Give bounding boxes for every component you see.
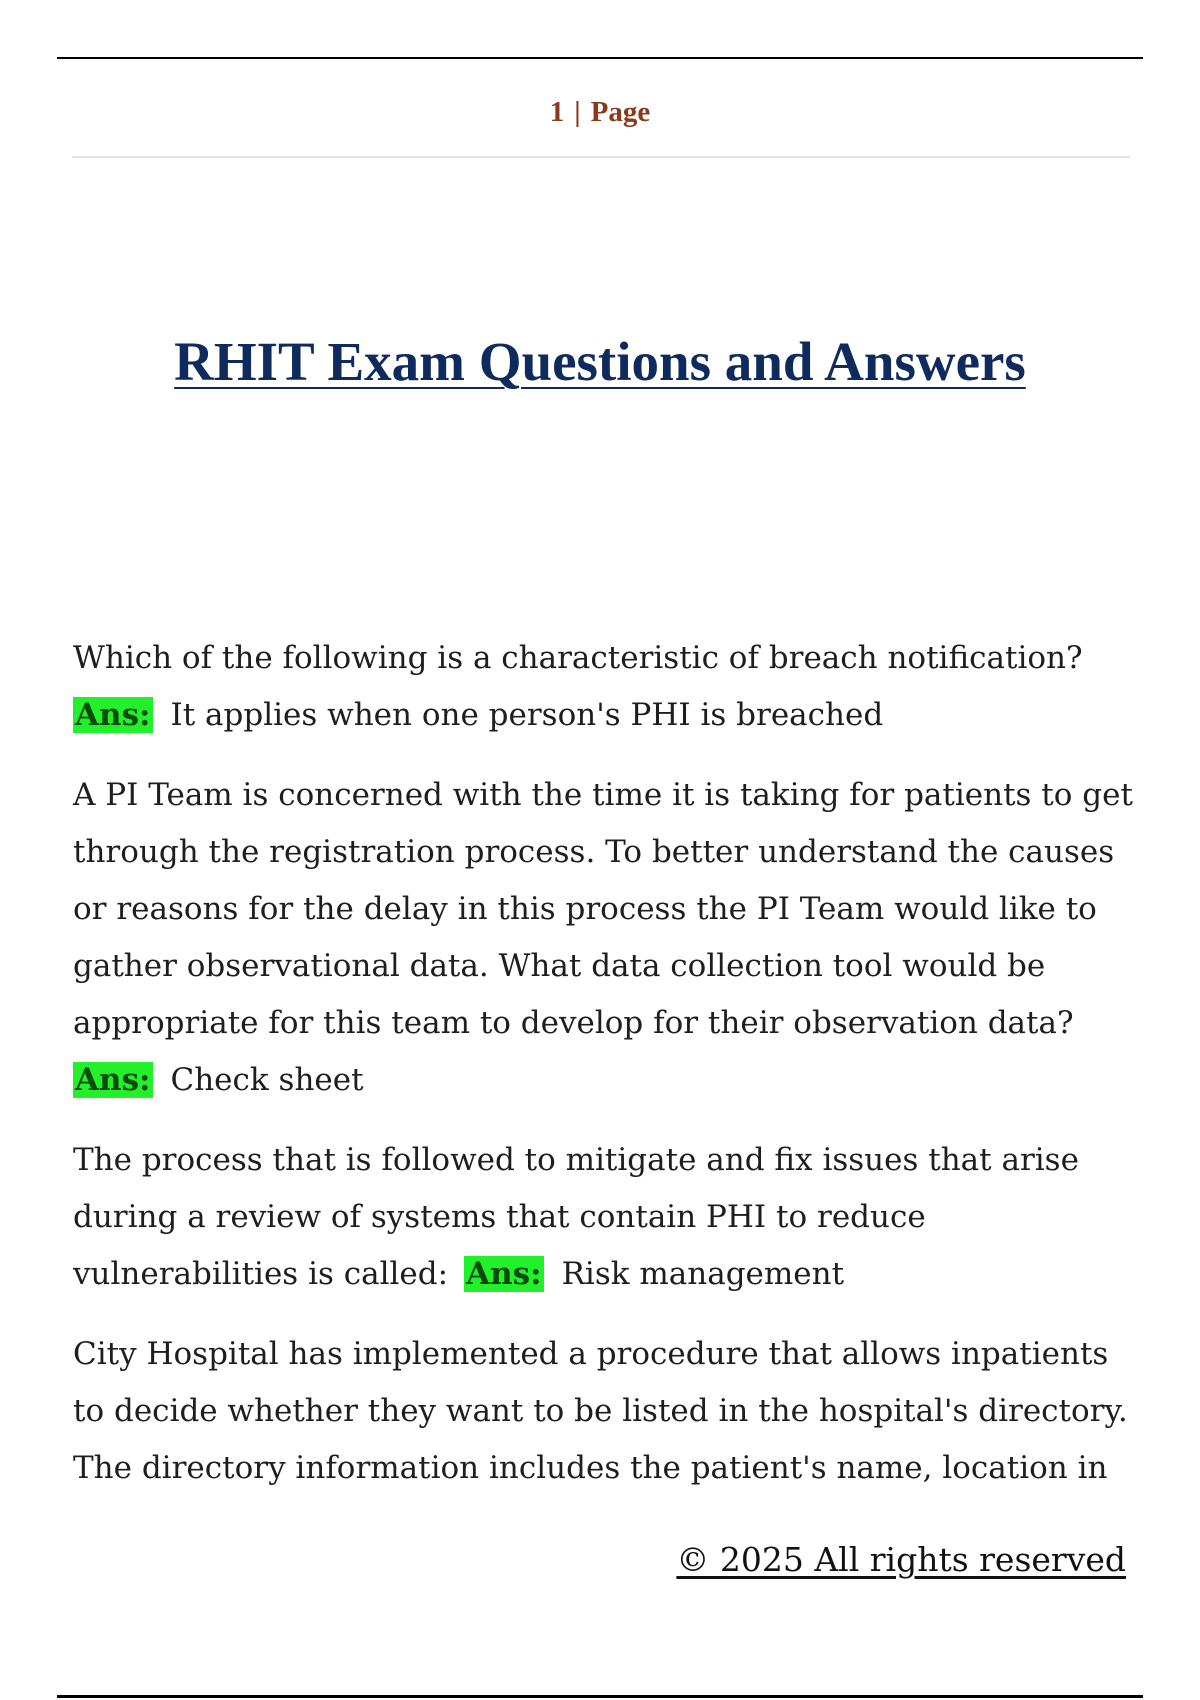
bottom-rule — [57, 1695, 1143, 1698]
page-label: Page — [590, 96, 651, 128]
page-separator: | — [574, 96, 581, 128]
top-rule — [57, 57, 1143, 59]
answer-text: Risk management — [561, 1256, 845, 1292]
answer-label: Ans: — [75, 697, 151, 733]
answer-text: It applies when one person's PHI is breached — [170, 697, 884, 733]
page-header — [0, 96, 1200, 129]
document-title: RHIT Exam Questions and Answers — [174, 331, 1026, 392]
copyright-notice: © 2025 All rights reserved — [676, 1540, 1126, 1579]
question-text: A PI Team is concerned with the time it is taking for patients to get through the registration process. To better understand the causes or reasons for the delay in this process the PI Team would like to gather observational data. What data collection tool would be appropriate for this team to develop for their observation data? — [73, 777, 1133, 1041]
qa-item — [73, 767, 1133, 1109]
qa-list — [73, 630, 1133, 1520]
page-number: 1 — [549, 96, 565, 128]
answer-label: Ans: — [75, 1062, 151, 1098]
question-text: City Hospital has implemented a procedure that allows inpatients to decide whether they want to be listed in the hospital's directory. The directory information includes the patient's name, location in — [73, 1336, 1128, 1486]
answer-label: Ans: — [466, 1256, 542, 1292]
qa-item — [73, 1326, 1133, 1497]
question-text: Which of the following is a characteristic of breach notification? — [73, 640, 1083, 676]
header-divider — [72, 156, 1130, 158]
answer-text: Check sheet — [170, 1062, 364, 1098]
qa-item — [73, 1132, 1133, 1303]
qa-item — [73, 630, 1133, 744]
question-text: The process that is followed to mitigate and fix issues that arise during a review of systems that contain PHI to reduce vulnerabilities is called: — [73, 1142, 1079, 1292]
